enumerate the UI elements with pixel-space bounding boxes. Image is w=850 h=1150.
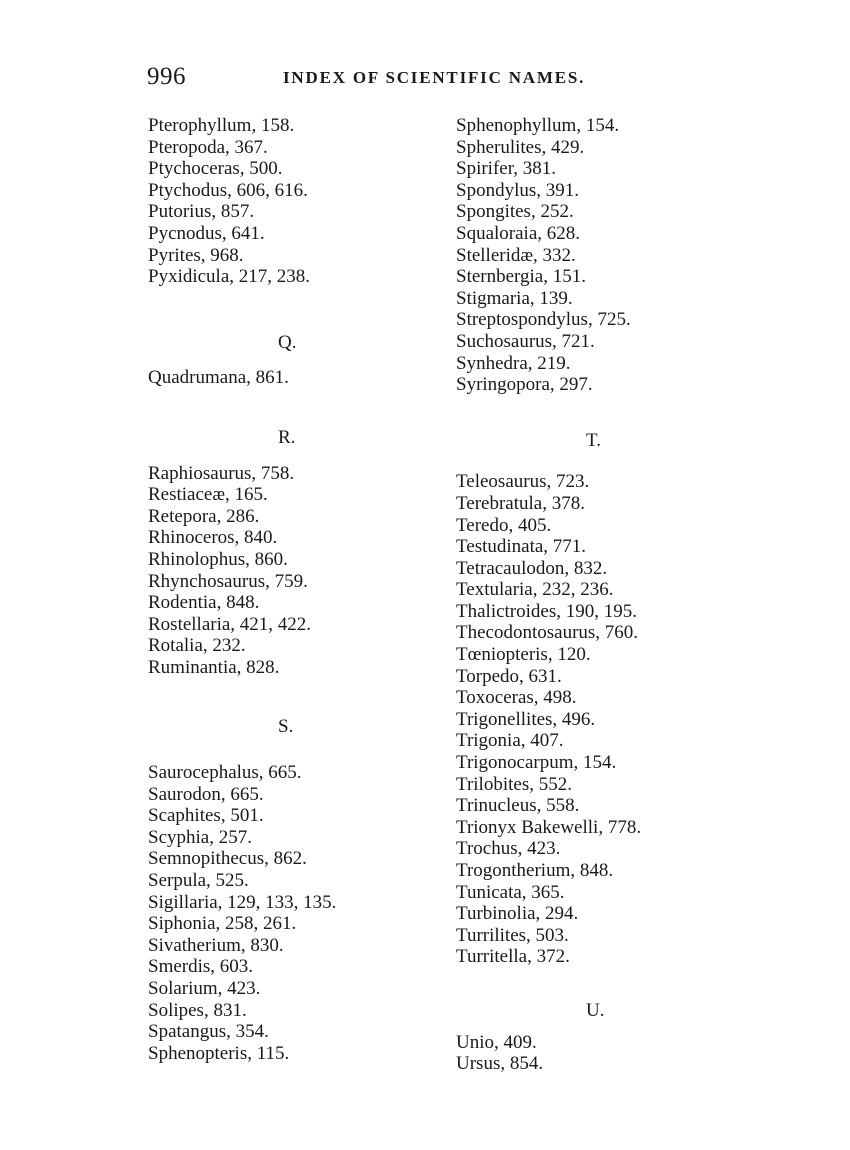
index-entry: Torpedo, 631.	[456, 665, 562, 687]
section-gap	[456, 968, 756, 1000]
section-gap	[148, 449, 428, 463]
index-entry: Pycnodus, 641.	[148, 222, 265, 244]
index-entry: Unio, 409.	[456, 1031, 537, 1053]
index-entry: Synhedra, 219.	[456, 352, 571, 374]
section-gap	[456, 396, 756, 430]
section-gap	[148, 288, 428, 332]
index-entry: Stigmaria, 139.	[456, 287, 573, 309]
index-entry: Raphiosaurus, 758.	[148, 462, 295, 484]
index-entry: Spongites, 252.	[456, 201, 574, 223]
index-entry: Spirifer, 381.	[456, 158, 557, 180]
index-entry: Trochus, 423.	[456, 838, 561, 860]
index-entry: Stelleridæ, 332.	[456, 244, 576, 266]
index-entry: Turritella, 372.	[456, 946, 570, 968]
index-entry: Putorius, 857.	[148, 201, 255, 223]
index-entry: Trigonellites, 496.	[456, 708, 596, 730]
index-entry: Ptychodus, 606, 616.	[148, 179, 308, 201]
index-entry: Sigillaria, 129, 133, 135.	[148, 891, 337, 913]
index-entry: Solipes, 831.	[148, 999, 247, 1021]
section-q	[148, 367, 428, 389]
index-entry: Tœniopteris, 120.	[456, 644, 591, 666]
index-entry: Spherulites, 429.	[456, 136, 585, 158]
running-title: INDEX OF SCIENTIFIC NAMES.	[283, 68, 586, 87]
section-gap	[148, 389, 428, 427]
index-entry: Pterophyllum, 158.	[148, 115, 295, 136]
section-t	[456, 471, 756, 968]
index-entry: Rhinolophus, 860.	[148, 548, 288, 570]
section-gap	[148, 738, 428, 762]
left-column	[148, 115, 428, 1064]
index-entry: Ruminantia, 828.	[148, 656, 280, 678]
section-gap	[456, 1022, 756, 1032]
index-entry: Turrilites, 503.	[456, 924, 569, 946]
index-entry: Syringopora, 297.	[456, 374, 593, 396]
index-entry: Scyphia, 257.	[148, 826, 252, 848]
index-entry: Rhynchosaurus, 759.	[148, 570, 308, 592]
index-entry: Sphenopteris, 115.	[148, 1042, 290, 1064]
index-entry: Spatangus, 354.	[148, 1021, 269, 1043]
index-entry: Trinucleus, 558.	[456, 795, 580, 817]
section-gap	[148, 353, 428, 367]
index-entry: Retepora, 286.	[148, 505, 260, 527]
right-column	[456, 115, 756, 1075]
index-entry: Pyxidicula, 217, 238.	[148, 266, 311, 288]
index-entry: Pyrites, 968.	[148, 244, 244, 266]
index-entry: Textularia, 232, 236.	[456, 579, 614, 601]
index-entry: Trilobites, 552.	[456, 773, 572, 795]
index-entry: Solarium, 423.	[148, 978, 261, 999]
index-entry: Sternbergia, 151.	[456, 266, 586, 288]
index-entry: Trionyx Bakewelli, 778.	[456, 816, 642, 838]
index-entry: Serpula, 525.	[148, 870, 249, 892]
index-entry: Rhinoceros, 840.	[148, 527, 278, 549]
section-gap	[148, 678, 428, 716]
section-s	[148, 762, 428, 1064]
section-gap	[456, 451, 756, 471]
index-entry: Teleosaurus, 723.	[456, 471, 590, 493]
index-entry: Sivatherium, 830.	[148, 934, 284, 956]
index-entry: Squaloraia, 628.	[456, 222, 581, 244]
index-entry: Rostellaria, 421, 422.	[148, 613, 312, 635]
section-p	[148, 115, 428, 288]
index-entry: Turbinolia, 294.	[456, 903, 579, 925]
index-entry: Testudinata, 771.	[456, 536, 587, 558]
index-entry: Trogontherium, 848.	[456, 860, 614, 881]
section-letter-q: Q.	[278, 331, 297, 353]
index-entry: Suchosaurus, 721.	[456, 330, 595, 352]
section-u	[456, 1032, 756, 1075]
index-entry: Smerdis, 603.	[148, 956, 254, 978]
index-entry: Toxoceras, 498.	[456, 687, 577, 709]
index-entry: Thecodontosaurus, 760.	[456, 622, 639, 644]
index-entry: Restiaceæ, 165.	[148, 484, 268, 506]
index-entry: Ptychoceras, 500.	[148, 158, 283, 180]
index-entry: Teredo, 405.	[456, 514, 552, 536]
page-header	[147, 62, 617, 92]
index-entry: Spondylus, 391.	[456, 179, 579, 201]
section-letter-u: U.	[586, 999, 605, 1021]
section-letter-s: S.	[278, 716, 294, 738]
index-entry: Rotalia, 232.	[148, 635, 246, 657]
index-entry: Terebratula, 378.	[456, 492, 585, 514]
index-entry: Quadrumana, 861.	[148, 367, 289, 389]
index-entry: Sphenophyllum, 154.	[456, 115, 620, 136]
index-entry: Saurocephalus, 665.	[148, 762, 302, 784]
index-entry: Trigonocarpum, 154.	[456, 752, 617, 774]
index-entry: Streptospondylus, 725.	[456, 309, 631, 331]
section-letter-t: T.	[586, 429, 601, 451]
index-entry: Saurodon, 665.	[148, 783, 264, 805]
index-entry: Scaphites, 501.	[148, 805, 264, 827]
index-entry: Siphonia, 258, 261.	[148, 913, 297, 935]
page-number: 996	[147, 63, 186, 90]
index-entry: Rodentia, 848.	[148, 592, 260, 614]
index-entry: Ursus, 854.	[456, 1053, 544, 1075]
section-letter-r: R.	[278, 426, 296, 448]
index-entry: Semnopithecus, 862.	[148, 848, 307, 870]
section-r	[148, 463, 428, 679]
index-entry: Pteropoda, 367.	[148, 136, 268, 158]
index-entry: Tetracaulodon, 832.	[456, 557, 608, 579]
section-s-continued	[456, 115, 756, 396]
index-entry: Tunicata, 365.	[456, 881, 565, 903]
index-entry: Trigonia, 407.	[456, 730, 564, 752]
index-entry: Thalictroides, 190, 195.	[456, 600, 637, 622]
